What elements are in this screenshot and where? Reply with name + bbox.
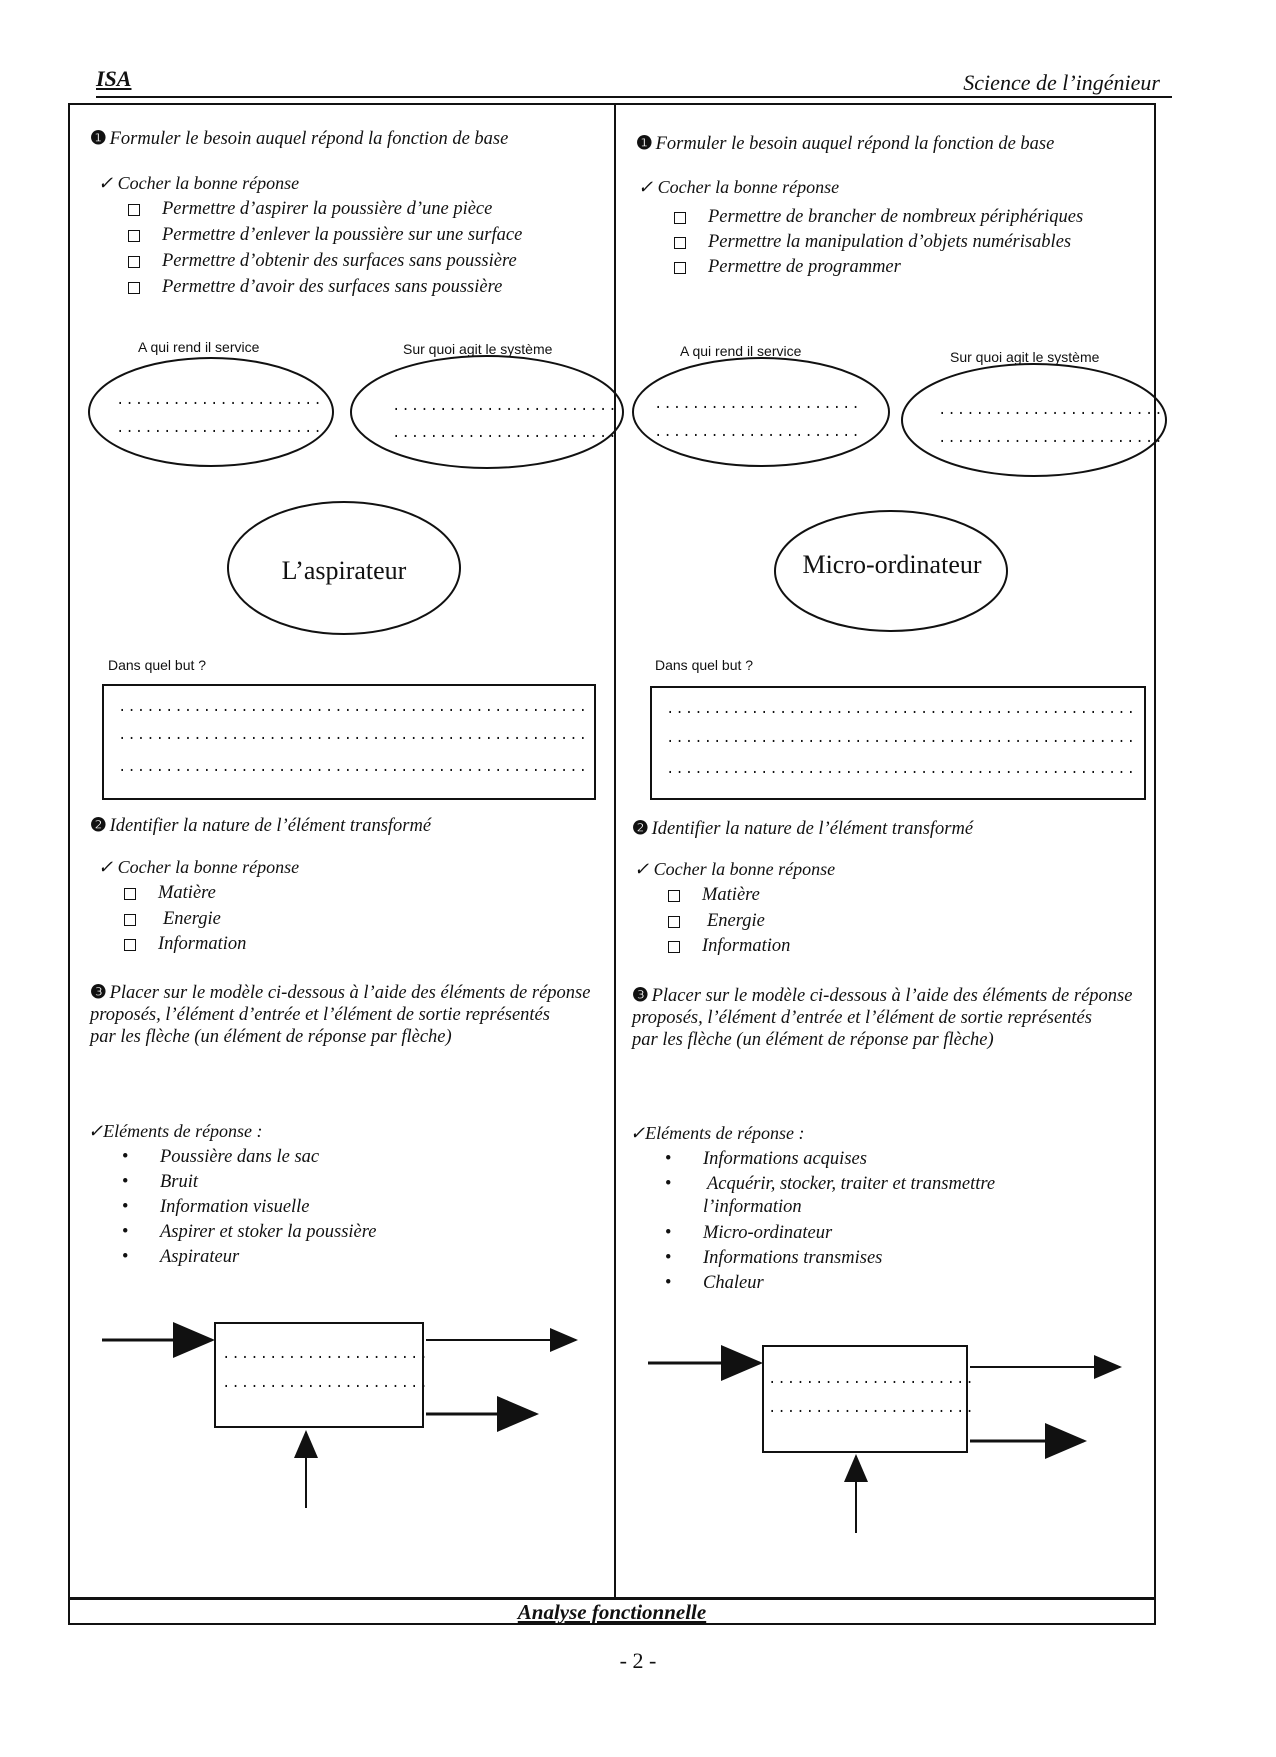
left-ellipse-a-qui [89,358,333,466]
right-ellipse-sur-quoi [902,364,1166,476]
left-check-label: ✓ Cocher la bonne réponse [98,173,300,193]
right-sur-quoi-line-1[interactable]: ........................ [938,403,1164,419]
right-sur-quoi-label: Sur quoi agit le système [950,349,1100,365]
right-system-name: Micro-ordinateur [802,550,982,579]
left-nature-1[interactable]: Matière [124,882,216,904]
right-but-label: Dans quel but ? [655,657,754,673]
checkbox-icon[interactable] [128,282,140,294]
right-q3: ❸ Placer sur le modèle ci-dessous à l’aide des éléments de réponse proposés, l’élément d’entrée et l’élément de sortie représentés par les flèche (un élément de réponse par flèche) [632,986,1133,1050]
right-element-4: • Informations transmises [665,1248,883,1268]
left-a-qui-line-2[interactable]: ...................... [116,421,323,437]
right-model-box [762,1345,968,1453]
left-element-3: • Information visuelle [122,1197,310,1217]
right-option-3[interactable]: Permettre de programmer [674,256,901,278]
left-check-label-2: ✓ Cocher la bonne réponse [98,857,300,877]
left-sur-quoi-label: Sur quoi agit le système [403,341,553,357]
left-but-line-1[interactable]: .................................................. [118,700,589,716]
left-nature-3[interactable]: Information [124,933,246,955]
checkbox-icon[interactable] [674,212,686,224]
checkbox-icon[interactable] [668,916,680,928]
right-q1: ❶ Formuler le besoin auquel répond la fonction de base [636,134,1055,154]
checkbox-icon[interactable] [128,204,140,216]
right-option-1[interactable]: Permettre de brancher de nombreux périphériques [674,206,1083,228]
header-left: ISA [96,66,132,91]
right-element-5: • Chaleur [665,1273,764,1293]
left-system-name: L’aspirateur [281,556,407,585]
right-but-line-3[interactable]: .................................................. [666,762,1137,778]
left-q1: ❶ Formuler le besoin auquel répond la fonction de base [90,129,509,149]
left-but-line-3[interactable]: .................................................. [118,760,589,776]
right-nature-1[interactable]: Matière [668,884,760,906]
checkbox-icon[interactable] [124,888,136,900]
left-element-4: • Aspirer et stoker la poussière [122,1222,377,1242]
left-but-line-2[interactable]: .................................................. [118,728,589,744]
checkbox-icon[interactable] [668,941,680,953]
right-element-2-cont: l’information [703,1197,802,1217]
left-model-line-2[interactable]: ...................... [222,1376,429,1392]
right-element-3: • Micro-ordinateur [665,1223,833,1243]
left-sur-quoi-line-1[interactable]: ........................ [392,399,618,415]
left-model-box [214,1322,424,1428]
left-q2: ❷ Identifier la nature de l’élément transformé [90,816,432,836]
right-element-2: • Acquérir, stocker, traiter et transmettre [665,1174,996,1194]
left-option-4[interactable]: Permettre d’avoir des surfaces sans poussière [128,276,502,298]
checkbox-icon[interactable] [128,256,140,268]
checkbox-icon[interactable] [674,237,686,249]
checkbox-icon[interactable] [674,262,686,274]
footer-title: Analyse fonctionnelle [517,1600,707,1624]
right-nature-3[interactable]: Information [668,935,790,957]
left-elements-label: ✓Eléments de réponse : [88,1121,263,1141]
left-option-1[interactable]: Permettre d’aspirer la poussière d’une pièce [128,198,492,220]
checkbox-icon[interactable] [668,890,680,902]
left-element-1: • Poussière dans le sac [122,1147,320,1167]
right-option-2[interactable]: Permettre la manipulation d’objets numérisables [674,231,1071,253]
right-but-line-2[interactable]: .................................................. [666,731,1137,747]
right-a-qui-line-2[interactable]: ...................... [654,425,861,441]
page-number: - 2 - [619,1648,657,1673]
right-check-label: ✓ Cocher la bonne réponse [638,177,840,197]
footer-bar [68,1599,1156,1625]
checkbox-icon[interactable] [124,939,136,951]
left-q3: ❸ Placer sur le modèle ci-dessous à l’aide des éléments de réponse proposés, l’élément d’entrée et l’élément de sortie représentés par les flèche (un élément de réponse par flèche) [90,983,591,1047]
right-model-line-2[interactable]: ...................... [768,1401,975,1417]
left-sur-quoi-line-2[interactable]: ........................ [392,426,618,442]
right-nature-2[interactable]: Energie [668,910,765,932]
left-option-3[interactable]: Permettre d’obtenir des surfaces sans poussière [128,250,517,272]
right-a-qui-label: A qui rend il service [680,343,802,359]
left-a-qui-label: A qui rend il service [138,339,260,355]
right-model-line-1[interactable]: ...................... [768,1372,975,1388]
right-element-1: • Informations acquises [665,1149,867,1169]
left-nature-2[interactable]: Energie [124,908,221,930]
right-a-qui-line-1[interactable]: ...................... [654,397,861,413]
left-a-qui-line-1[interactable]: ...................... [116,393,323,409]
left-option-2[interactable]: Permettre d’enlever la poussière sur une surface [128,224,522,246]
right-elements-label: ✓Eléments de réponse : [630,1123,805,1143]
right-q2: ❷ Identifier la nature de l’élément transformé [632,819,974,839]
checkbox-icon[interactable] [124,914,136,926]
right-check-label-2: ✓ Cocher la bonne réponse [634,859,836,879]
right-but-line-1[interactable]: .................................................. [666,702,1137,718]
left-element-2: • Bruit [122,1172,199,1192]
header-right: Science de l’ingénieur [963,70,1160,95]
right-sur-quoi-line-2[interactable]: ........................ [938,431,1164,447]
checkbox-icon[interactable] [128,230,140,242]
left-model-line-1[interactable]: ...................... [222,1347,429,1363]
left-but-label: Dans quel but ? [108,657,207,673]
left-element-5: • Aspirateur [122,1247,240,1267]
